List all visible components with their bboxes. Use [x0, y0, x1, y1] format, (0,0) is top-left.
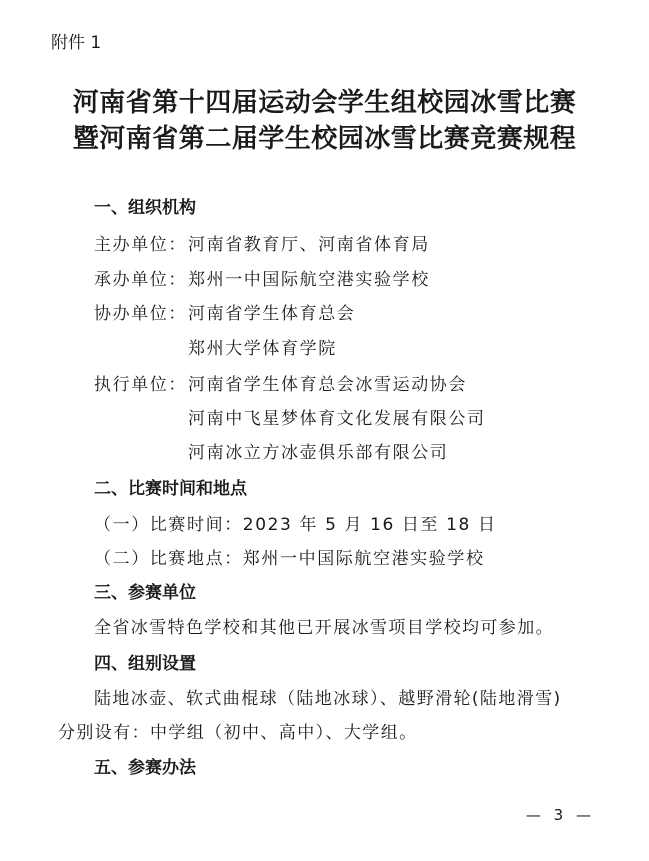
document-title-line-1: 河南省第十四届运动会学生组校园冰雪比赛 [72, 88, 577, 118]
competition-time: （一）比赛时间：2023 年 5 月 16 日至 18 日 [94, 515, 497, 535]
competition-place: （二）比赛地点：郑州一中国际航空港实验学校 [94, 549, 485, 569]
section-heading-participants: 三、参赛单位 [94, 583, 196, 603]
section-heading-time-place: 二、比赛时间和地点 [94, 479, 247, 499]
attachment-label: 附件 1 [51, 33, 102, 53]
co-organizer-value-1: 河南省学生体育总会 [188, 304, 356, 324]
co-organizer-label: 协办单位： [94, 304, 187, 324]
executor-label: 执行单位： [94, 375, 187, 395]
host-label: 主办单位： [94, 235, 187, 255]
page-number: — 3 — [525, 806, 595, 824]
organizer-label: 承办单位： [94, 270, 187, 290]
groups-text-line-1: 陆地冰壶、软式曲棍球（陆地冰球）、越野滑轮(陆地滑雪) [94, 689, 562, 709]
organizer-value: 郑州一中国际航空港实验学校 [188, 270, 430, 290]
document-title-line-2: 暨河南省第二届学生校园冰雪比赛竞赛规程 [72, 124, 577, 154]
participants-text: 全省冰雪特色学校和其他已开展冰雪项目学校均可参加。 [94, 618, 554, 638]
executor-value-3: 河南冰立方冰壶俱乐部有限公司 [188, 443, 449, 463]
executor-value-1: 河南省学生体育总会冰雪运动协会 [188, 375, 467, 395]
co-organizer-value-2: 郑州大学体育学院 [188, 339, 337, 359]
host-value: 河南省教育厅、河南省体育局 [188, 235, 430, 255]
section-heading-groups: 四、组别设置 [94, 654, 196, 674]
executor-value-2: 河南中飞星梦体育文化发展有限公司 [188, 409, 486, 429]
section-heading-participation: 五、参赛办法 [94, 758, 196, 778]
groups-text-line-2: 分别设有：中学组（初中、高中）、大学组。 [58, 723, 418, 743]
section-heading-organization: 一、组织机构 [94, 198, 196, 218]
